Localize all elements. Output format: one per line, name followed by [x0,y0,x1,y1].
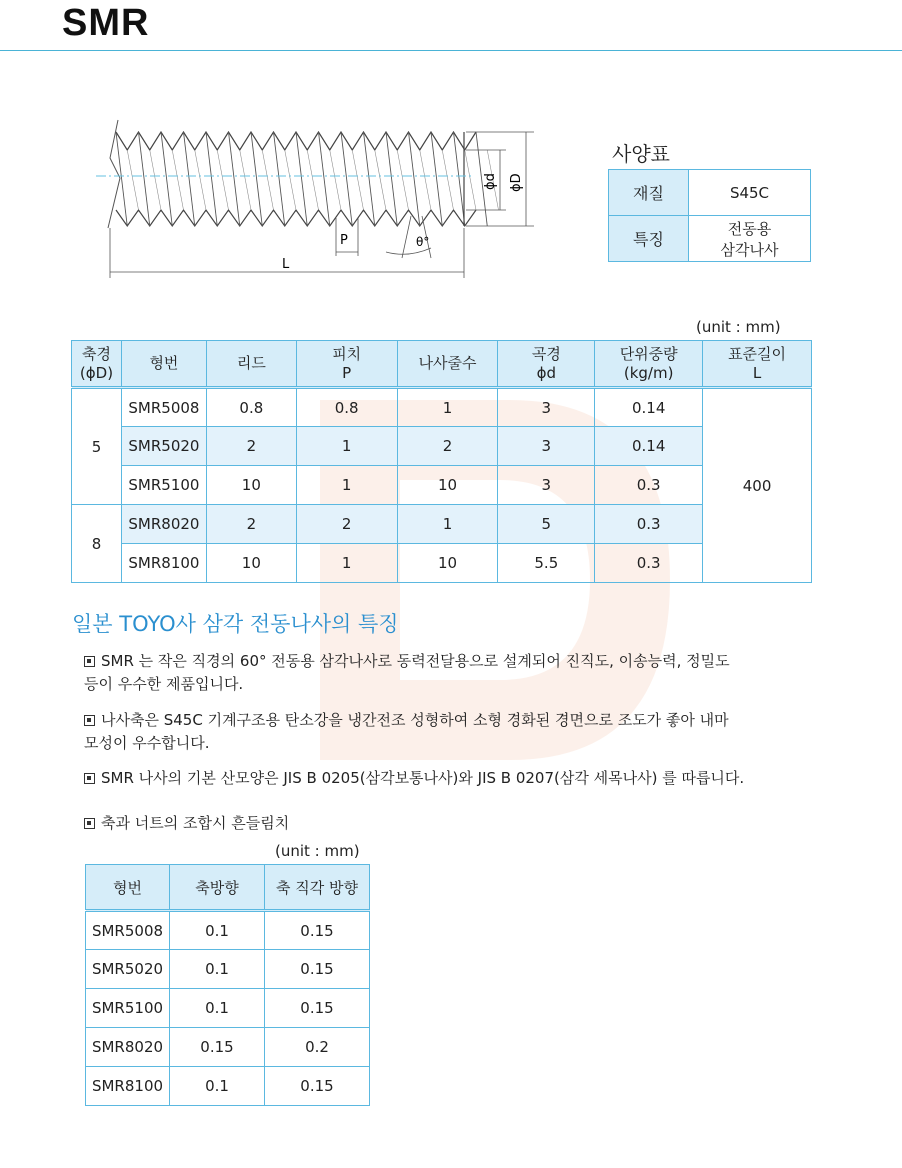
table-row [86,1067,370,1106]
spec-title: 사양표 [612,142,670,166]
table-cell: 3 [498,388,595,427]
col-header: 형번 [121,341,206,388]
table-cell: 10 [397,466,498,505]
spec-value [689,216,811,262]
major-dia-label: ϕD [509,173,524,192]
table-cell: 3 [498,427,595,466]
main-spec-table [71,340,812,583]
table-cell: 0.3 [595,466,703,505]
table-row [72,505,812,544]
table-cell: 0.1 [170,1067,265,1106]
feature-paragraph: 나사축은 S45C 기계구조용 탄소강을 냉간전조 성형하여 소형 경화된 경면으로 조도가 좋아 내마 모성이 우수합니다. [84,711,729,752]
page-title: SMR [62,2,150,44]
table-row [86,1028,370,1067]
square-bullet-icon [84,818,95,829]
col-header: 피치 P [296,341,397,388]
spec-row-material [609,170,811,216]
main-table-unit: (unit : mm) [696,318,781,336]
table-cell: 0.1 [170,911,265,950]
col-header: 리드 [206,341,296,388]
table-cell: 0.1 [170,989,265,1028]
table-cell: 0.15 [265,1067,370,1106]
col-header: 축 직각 방향 [265,865,370,911]
col-header: 표준길이 L [703,341,812,388]
spec-value-line: 삼각나사 [720,240,779,259]
square-bullet-icon [84,715,95,726]
table-cell: 1 [296,544,397,583]
table-row [72,427,812,466]
table-cell: 0.2 [265,1028,370,1067]
header-row [86,865,370,911]
table-cell: 2 [296,505,397,544]
model-cell: SMR5020 [86,950,170,989]
feature-paragraph: SMR 나사의 기본 산모양은 JIS B 0205(삼각보통나사)와 JIS B 0207(삼각 세목나사) 를 따릅니다. [84,767,814,790]
table-cell: 10 [206,466,296,505]
shaft-dia-cell: 5 [72,388,122,505]
model-cell: SMR8100 [86,1067,170,1106]
model-cell: SMR5100 [86,989,170,1028]
table-cell: 0.14 [595,388,703,427]
table-row [72,466,812,505]
model-cell: SMR5020 [121,427,206,466]
table-row [86,989,370,1028]
header-row [72,341,812,388]
table-cell: 0.15 [265,911,370,950]
table-cell: 1 [397,388,498,427]
table-cell: 0.15 [170,1028,265,1067]
col-header: 형번 [86,865,170,911]
table-cell: 5 [498,505,595,544]
col-header: 단위중량 (kg/m) [595,341,703,388]
spec-value: S45C [689,170,811,216]
table-cell: 0.3 [595,505,703,544]
table-row [86,911,370,950]
wobble-table-unit: (unit : mm) [275,842,360,860]
table-cell: 2 [206,505,296,544]
model-cell: SMR5008 [86,911,170,950]
features-title: 일본 TOYO사 삼각 전동나사의 특징 [72,612,399,636]
table-cell: 2 [397,427,498,466]
square-bullet-icon [84,656,95,667]
table-cell: 3 [498,466,595,505]
feature-paragraph: SMR 는 작은 직경의 60° 전동용 삼각나사로 동력전달용으로 설계되어 진직도, 이송능력, 정밀도 등이 우수한 제품입니다. [84,652,730,693]
table-cell: 10 [397,544,498,583]
col-header: 축경 (ϕD) [72,341,122,388]
col-header: 나사줄수 [397,341,498,388]
col-header: 축방향 [170,865,265,911]
table-cell: 0.8 [296,388,397,427]
table-row [72,544,812,583]
model-cell: SMR8020 [86,1028,170,1067]
shaft-dia-cell: 8 [72,505,122,583]
standard-length-cell: 400 [703,388,812,583]
spec-label: 특징 [609,216,689,262]
wobble-table [85,864,370,1106]
table-cell: 0.15 [265,950,370,989]
table-row [72,388,812,427]
table-row [86,950,370,989]
title-divider [0,50,902,51]
table-cell: 0.14 [595,427,703,466]
spec-label: 재질 [609,170,689,216]
table-cell: 1 [296,427,397,466]
table-cell: 1 [296,466,397,505]
spec-value-line: 전동용 [727,219,772,238]
model-cell: SMR8100 [121,544,206,583]
model-cell: SMR5008 [121,388,206,427]
table-cell: 2 [206,427,296,466]
table-cell: 1 [397,505,498,544]
thread-profile [116,132,499,226]
model-cell: SMR8020 [121,505,206,544]
table-cell: 0.8 [206,388,296,427]
col-header: 곡경 ϕd [498,341,595,388]
feature-paragraph: 축과 너트의 조합시 흔들림치 [84,812,814,835]
pitch-label: P [340,233,348,248]
table-cell: 0.3 [595,544,703,583]
table-cell: 5.5 [498,544,595,583]
minor-dia-label: ϕd [483,173,498,190]
table-cell: 10 [206,544,296,583]
table-cell: 0.1 [170,950,265,989]
square-bullet-icon [84,773,95,784]
spec-row-feature [609,216,811,262]
model-cell: SMR5100 [121,466,206,505]
spec-table [608,169,811,262]
screw-drawing [96,118,546,283]
length-label: L [282,257,290,272]
table-cell: 0.15 [265,989,370,1028]
angle-label: θ° [416,235,430,249]
